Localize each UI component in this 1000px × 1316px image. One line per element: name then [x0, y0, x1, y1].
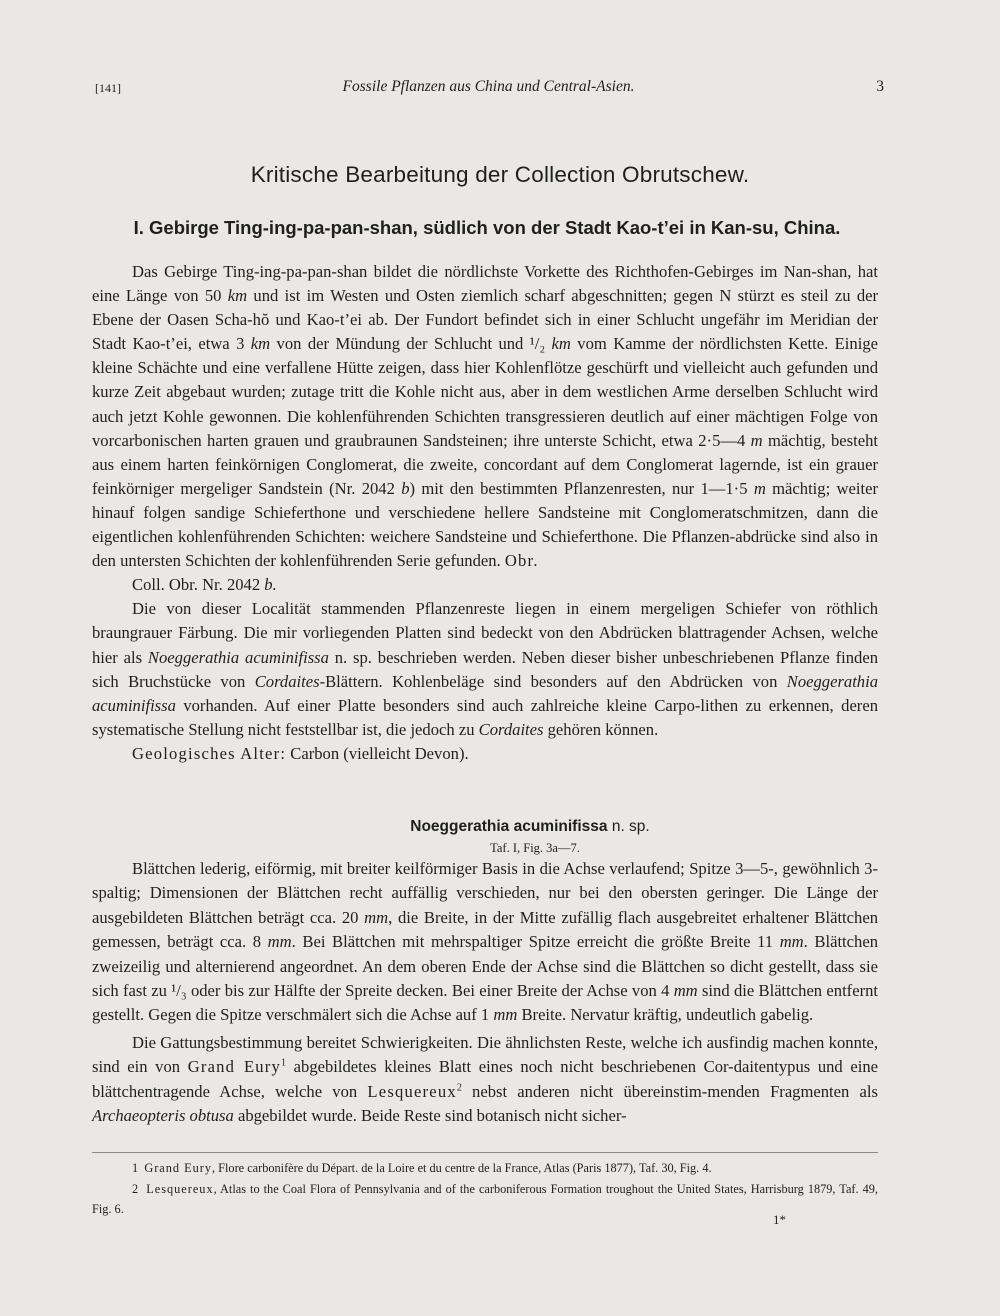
- paragraph-location: Das Gebirge Ting-ing-pa-pan-shan bildet die nördlichste Vorkette des Richthofen-Gebirges im Nan-shan, hat eine Länge von 50 km und ist im Westen und Osten ziemlich scharf abgeschnitten; gegen N stürzt es steil zu der Ebene der Oasen Scha-hŏ und Kao-t’ei ab. Der Fundort befindet sich in einer Schlucht ungefähr im Meridian der Stadt Kao-t’ei, etwa 3 km von der Mündung der Schlucht und ¹/₂ km vom Kamme der nördlichsten Kette. Einige kleine Schächte und eine verfallene Hütte zeigen, dass hier Kohlenflötze geschürft und vielleicht auch gefunden und kurze Zeit abgebaut wurden; zutage tritt die Kohle nicht aus, aber in dem westlichen Arme derselben Schlucht wird auch jetzt Kohle gewonnen. Die kohlenführenden Schichten transgressieren deutlich auf einer mächtigen Folge von vorcarbonischen harten grauen und graubraunen Sandsteinen; ihre unterste Schicht, etwa 2·5—4 m mächtig, besteht aus einem harten feinkörnigen Conglomerat, die zweite, concordant auf dem Conglomerat lagernde, ist ein grauer feinkörniger mergeliger Sandstein (Nr. 2042 b) mit den bestimmten Pflanzenresten, nur 1—1·5 m mächtig; weiter hinauf folgen sandige Schieferthone und verschiedene hellere Sandsteine mit Conglomeratschmitzen, dann die eigentlichen kohlenführenden Schichten: weichere Sandsteine und Schieferthone. Die Pflanzen-abdrücke sind also in den untersten Schichten der kohlenführenden Serie gefunden. Obr.: [92, 262, 879, 571]
- body-text-2: [92, 857, 878, 1128]
- sheet-signature: 1*: [773, 1212, 786, 1227]
- collector-abbrev: Obr.: [504, 551, 539, 571]
- paragraph-genus-determination: Die Gattungsbestimmung bereitet Schwierigkeiten. Die ähnlichsten Reste, welche ich ausfindig machen konnte, sind ein von Grand Eury$^1$ abgebildetes kleines Blatt eines noch nicht beschriebenen Cor-daitentypus und eine blättchentragende Achse, welche von Lesquereux$^2$ nebst anderen nicht übereinstim-menden Fragmenten als Archaeopteris obtusa abgebildet wurde. Beide Reste sind botanisch nicht sicher-: [92, 1032, 878, 1126]
- chapter-title: Kritische Bearbeitung der Collection Obrutschew.: [250, 162, 750, 187]
- collection-reference: Coll. Obr. Nr. 2042 b.: [132, 575, 277, 595]
- body-text-1: [92, 260, 878, 766]
- species-heading: Noeggerathia acuminifissa n. sp.: [410, 818, 650, 835]
- footnote-divider: [92, 1152, 878, 1153]
- section-title: I. Gebirge Ting-ing-pa-pan-shan, südlich von der Stadt Kao-t’ei in Kan-su, China.: [133, 217, 841, 238]
- page-number: 3: [876, 78, 884, 95]
- running-header: [95, 78, 882, 102]
- footnote-2: 2 Lesquereux, Atlas to the Coal Flora of Pennsylvania and of the carboniferous Formation troughout the United States, Harrisburg 1879, Taf. 49, Fig. 6.: [92, 1181, 878, 1216]
- plate-reference: Taf. I, Fig. 3a—7.: [490, 841, 580, 855]
- footnote-1: 1 Grand Eury, Flore carbonifère du Départ. de la Loire et du centre de la France, Atlas (Paris 1877), Taf. 30, Fig. 4.: [132, 1161, 712, 1175]
- footnotes: [92, 1158, 878, 1220]
- paragraph-description: Blättchen lederig, eiförmig, mit breiter keilförmiger Basis in die Achse verlaufend; Spitze 3—5-, gewöhnlich 3-spaltig; Dimensionen der Blättchen recht auffällig verschieden, nur bei den obersten geringer. Die Länge der ausgebildeten Blättchen beträgt cca. 20 mm, die Breite, in der Mitte zufällig flach ausgebreitet erhaltener Blättchen gemessen, beträgt cca. 8 mm. Bei Blättchen mit mehrspaltiger Spitze erreicht die größte Breite 11 mm. Blättchen zweizeilig und alternierend angeordnet. An dem oberen Ende der Achse sind die Blättchen so dicht gestellt, dass sie sich fast zu ¹/₃ oder bis zur Hälfte der Spreite decken. Bei einer Breite der Achse von 4 mm sind die Blättchen entfernt gestellt. Gegen die Spitze verschmälert sich die Achse auf 1 mm Breite. Nervatur kräftig, undeutlich gabelig.: [92, 859, 879, 1025]
- geological-age: Geologisches Alter: Carbon (vielleicht Devon).: [132, 743, 469, 763]
- paragraph-plant-remains: Die von dieser Localität stammenden Pflanzenreste liegen in einem mergeligen Schiefer von röthlich braungrauer Färbung. Die mir vorliegenden Platten sind bedeckt von den Abdrücken blattragender Achsen, welche hier als Noeggerathia acuminifissa n. sp. beschrieben werden. Neben dieser bisher unbeschriebenen Pflanze finden sich Bruchstücke von Cordaites-Blättern. Kohlenbeläge sind besonders auf den Abdrücken von Noeggerathia acuminifissa vorhanden. Auf einer Platte besonders sind auch zahlreiche kleine Carpo-lithen zu erkennen, deren systematische Stellung nicht feststellbar ist, die jedoch zu Cordaites gehören können.: [92, 599, 879, 739]
- bracket-page-number: [141]: [95, 81, 121, 95]
- running-title: Fossile Pflanzen aus China und Central-Asien.: [342, 78, 635, 95]
